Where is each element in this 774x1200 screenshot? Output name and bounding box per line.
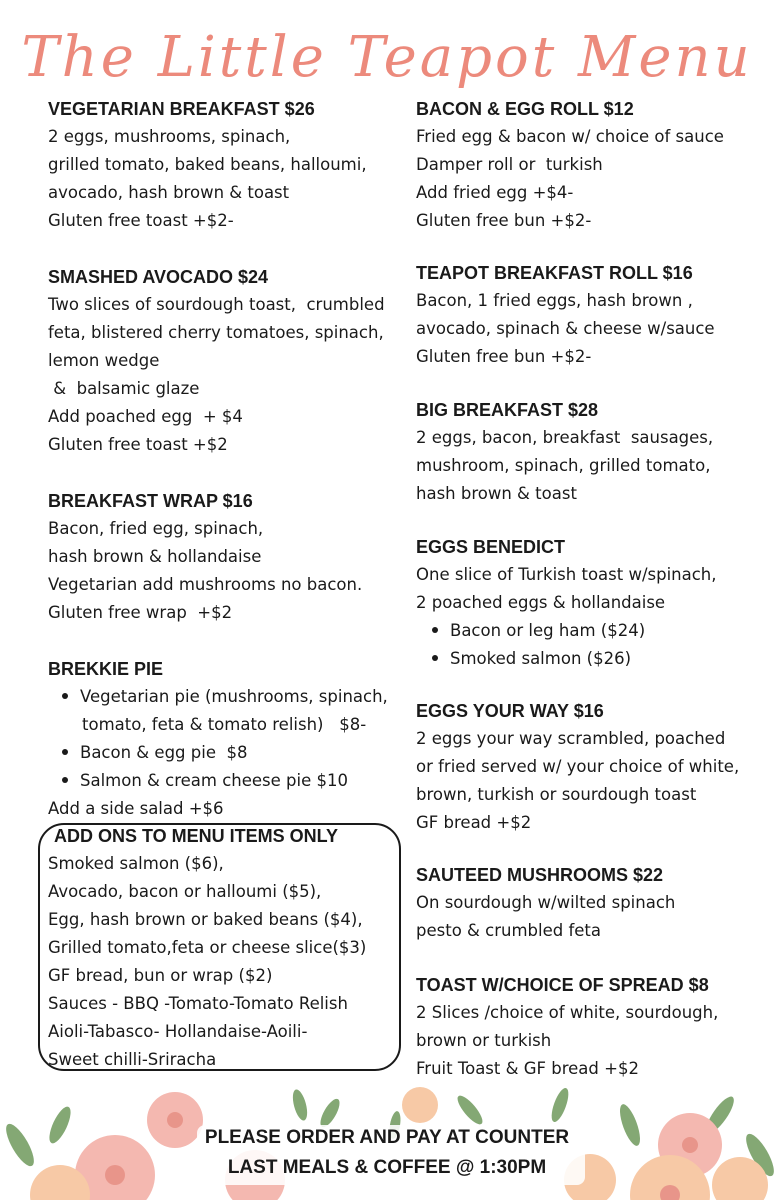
section-title: EGGS YOUR WAY $16 [416,701,604,721]
section-title: BIG BREAKFAST $28 [416,400,599,420]
bullet-list [48,683,418,795]
section-eggs-your-way [416,697,766,861]
item-line: Two slices of sourdough toast, crumbled [48,295,385,314]
section-teapot-breakfast-roll [416,259,766,396]
bullet-item [432,645,766,673]
item-line: Vegetarian add mushrooms no bacon. [48,575,363,594]
item-line: grilled tomato, baked beans, halloumi, [48,155,367,174]
item-line: 2 poached eggs & hollandaise [416,593,666,612]
item-line: 2 Slices /choice of white, sourdough, [416,1003,719,1022]
item-line: avocado, hash brown & toast [48,183,290,202]
bullet-list [416,617,766,673]
item-line: One slice of Turkish toast w/spinach, [416,565,717,584]
section-smashed-avocado [48,263,418,487]
item-line: 2 eggs, bacon, breakfast sausages, [416,428,714,447]
item-line: brown or turkish [416,1031,552,1050]
item-line: mushroom, spinach, grilled tomato, [416,456,711,475]
addon-line: Aioli-Tabasco- Hollandaise-Aoili- [48,1022,308,1041]
item-line: Fried egg & bacon w/ choice of sauce [416,127,724,146]
item-line: & balsamic glaze [48,379,200,398]
section-brekkie-pie [48,655,418,823]
item-line: brown, turkish or sourdough toast [416,785,697,804]
addon-line: Avocado, bacon or halloumi ($5), [48,882,322,901]
section-vegetarian-breakfast [48,95,418,263]
section-big-breakfast [416,396,766,533]
section-toast [416,971,766,1083]
item-line: pesto & crumbled feta [416,921,601,940]
bullet-dot-icon [62,749,68,755]
bullet-item [62,767,418,795]
addon-line: Smoked salmon ($6), [48,854,224,873]
item-line: Add a side salad +$6 [48,799,224,818]
bullet-dot-icon [432,655,438,661]
bullet-dot-icon [62,777,68,783]
item-line: or fried served w/ your choice of white, [416,757,740,776]
bullet-text: Smoked salmon ($26) [450,649,632,668]
left-column [48,95,418,823]
section-bacon-egg-roll [416,95,766,259]
section-eggs-benedict [416,533,766,697]
item-line: Gluten free toast +$2- [48,211,234,230]
addon-line: Sauces - BBQ -Tomato-Tomato Relish [48,994,348,1013]
item-line: Bacon, fried egg, spinach, [48,519,264,538]
section-title: BREAKFAST WRAP $16 [48,491,253,511]
section-title: TEAPOT BREAKFAST ROLL $16 [416,263,693,283]
section-title: SAUTEED MUSHROOMS $22 [416,865,664,885]
item-line: Fruit Toast & GF bread +$2 [416,1059,639,1078]
bullet-item [62,739,418,767]
item-line: avocado, spinach & cheese w/sauce [416,319,715,338]
bullet-item [62,683,418,711]
right-column [416,95,766,1083]
item-line: feta, blistered cherry tomatoes, spinach, [48,323,384,342]
addon-line: Sweet chilli-Sriracha [48,1050,217,1069]
footer-order-text: PLEASE ORDER AND PAY AT COUNTER [204,1127,570,1148]
section-title: BREKKIE PIE [48,659,164,679]
section-title: EGGS BENEDICT [416,537,566,557]
bullet-text: Vegetarian pie (mushrooms, spinach, [80,687,388,706]
addon-line: Egg, hash brown or baked beans ($4), [48,910,363,929]
item-line: hash brown & toast [416,484,577,503]
bullet-dot-icon [432,627,438,633]
section-title: SMASHED AVOCADO $24 [48,267,269,287]
section-title: TOAST W/CHOICE OF SPREAD $8 [416,975,709,995]
bullet-item [62,711,418,739]
item-line: Bacon, 1 fried eggs, hash brown , [416,291,693,310]
item-line: hash brown & hollandaise [48,547,262,566]
section-sauteed-mushrooms [416,861,766,971]
bullet-item [432,617,766,645]
item-line: On sourdough w/wilted spinach [416,893,676,912]
bullet-dot-icon [62,693,68,699]
item-line: Gluten free toast +$2 [48,435,228,454]
addons-title: ADD ONS TO MENU ITEMS ONLY [54,826,339,846]
item-line: 2 eggs, mushrooms, spinach, [48,127,291,146]
bullet-text: Bacon or leg ham ($24) [450,621,646,640]
item-line: Add poached egg + $4 [48,407,243,426]
item-line: 2 eggs your way scrambled, poached [416,729,726,748]
menu-title: The Little Teapot Menu [21,25,753,90]
bullet-text: Salmon & cream cheese pie $10 [80,771,348,790]
item-line: GF bread +$2 [416,813,532,832]
addon-line: GF bread, bun or wrap ($2) [48,966,273,985]
item-line: Gluten free wrap +$2 [48,603,233,622]
item-line: lemon wedge [48,351,160,370]
item-line: Damper roll or turkish [416,155,603,174]
bullet-text: Bacon & egg pie $8 [80,743,248,762]
addon-line: Grilled tomato,feta or cheese slice($3) [48,938,367,957]
addons-section [48,822,408,1074]
section-title: BACON & EGG ROLL $12 [416,99,634,119]
item-line: Add fried egg +$4- [416,183,574,202]
bullet-text: tomato, feta & tomato relish) $8- [82,715,367,734]
section-title: VEGETARIAN BREAKFAST $26 [48,99,315,119]
item-line: Gluten free bun +$2- [416,211,592,230]
section-breakfast-wrap [48,487,418,655]
item-line: Gluten free bun +$2- [416,347,592,366]
footer-last-meals-text: LAST MEALS & COFFEE @ 1:30PM [227,1157,547,1178]
